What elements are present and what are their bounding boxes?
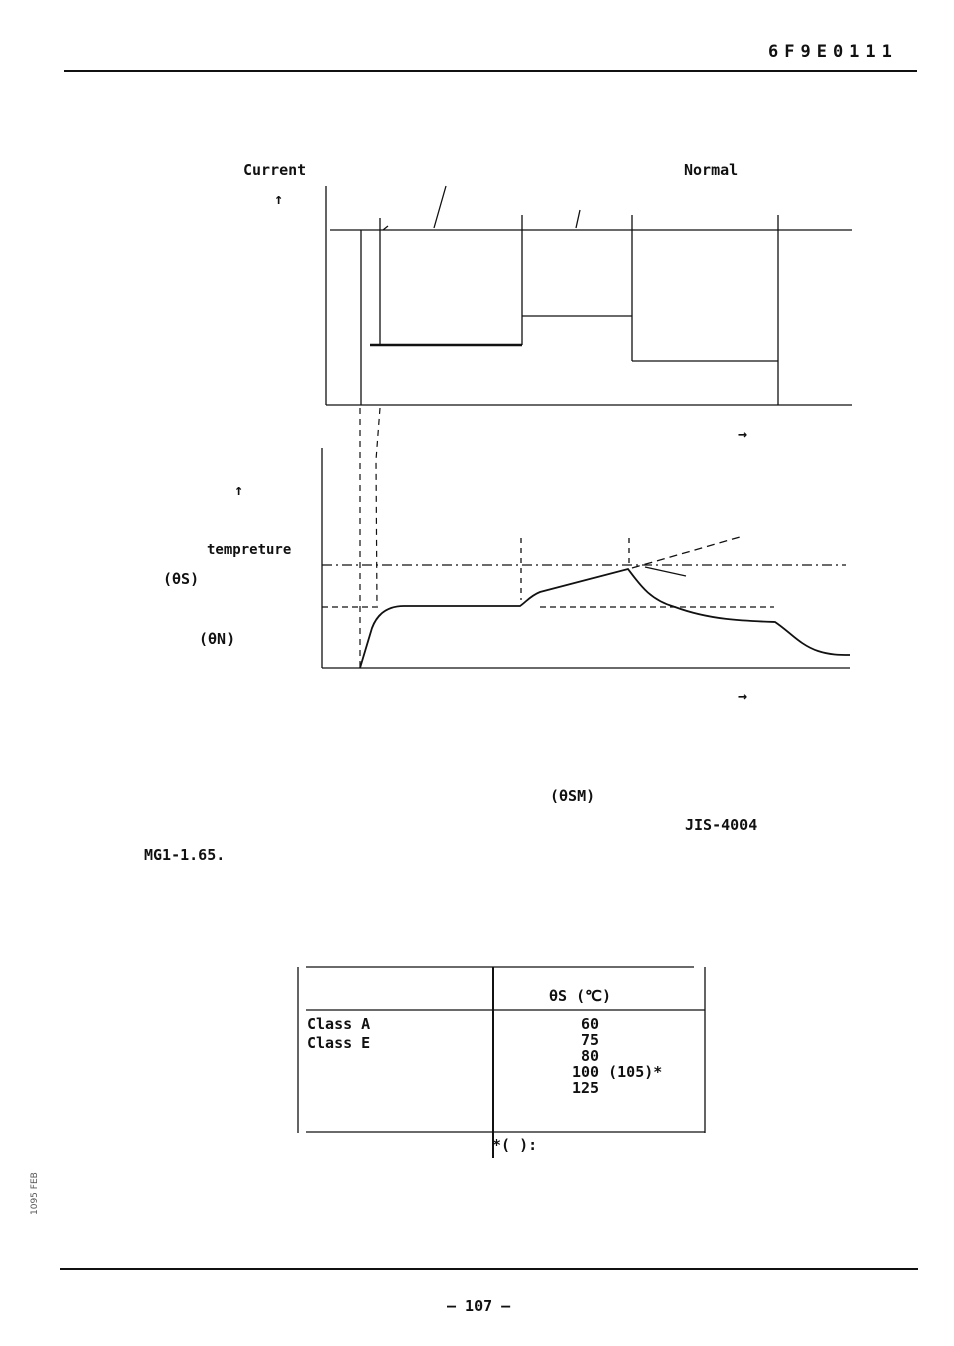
time-arrow-2: →	[738, 687, 748, 705]
current-label: Current	[243, 161, 307, 179]
side-code: 1095 FEB	[30, 1172, 40, 1215]
table-value-60: 60	[581, 1015, 600, 1033]
temperature-label: tempreture	[207, 542, 292, 558]
table-footnote: *( ):	[492, 1136, 538, 1154]
table-value-75: 75	[581, 1031, 600, 1049]
mg-reference: MG1-1.65.	[144, 846, 226, 864]
table-value-80: 80	[581, 1047, 600, 1065]
footer-rule	[60, 1268, 918, 1270]
table-value-100: 100 (105)*	[572, 1063, 663, 1081]
temperature-up-arrow: ↑	[234, 481, 244, 499]
table-class-a: Class A	[307, 1015, 371, 1033]
table-header-theta-s: θS (℃)	[549, 987, 611, 1005]
table-value-125: 125	[572, 1079, 600, 1097]
page-number: — 107 —	[447, 1297, 511, 1315]
current-up-arrow: ↑	[274, 190, 284, 208]
normal-label: Normal	[684, 161, 739, 179]
time-arrow-1: →	[738, 425, 748, 443]
table-class-e: Class E	[307, 1034, 371, 1052]
theta-sm-text: (θSM)	[550, 787, 596, 805]
jis-reference: JIS-4004	[685, 816, 758, 834]
document-code: 6F9E0111	[768, 42, 898, 62]
theta-s-label: (θS)	[163, 570, 200, 588]
theta-n-label: (θN)	[199, 630, 236, 648]
